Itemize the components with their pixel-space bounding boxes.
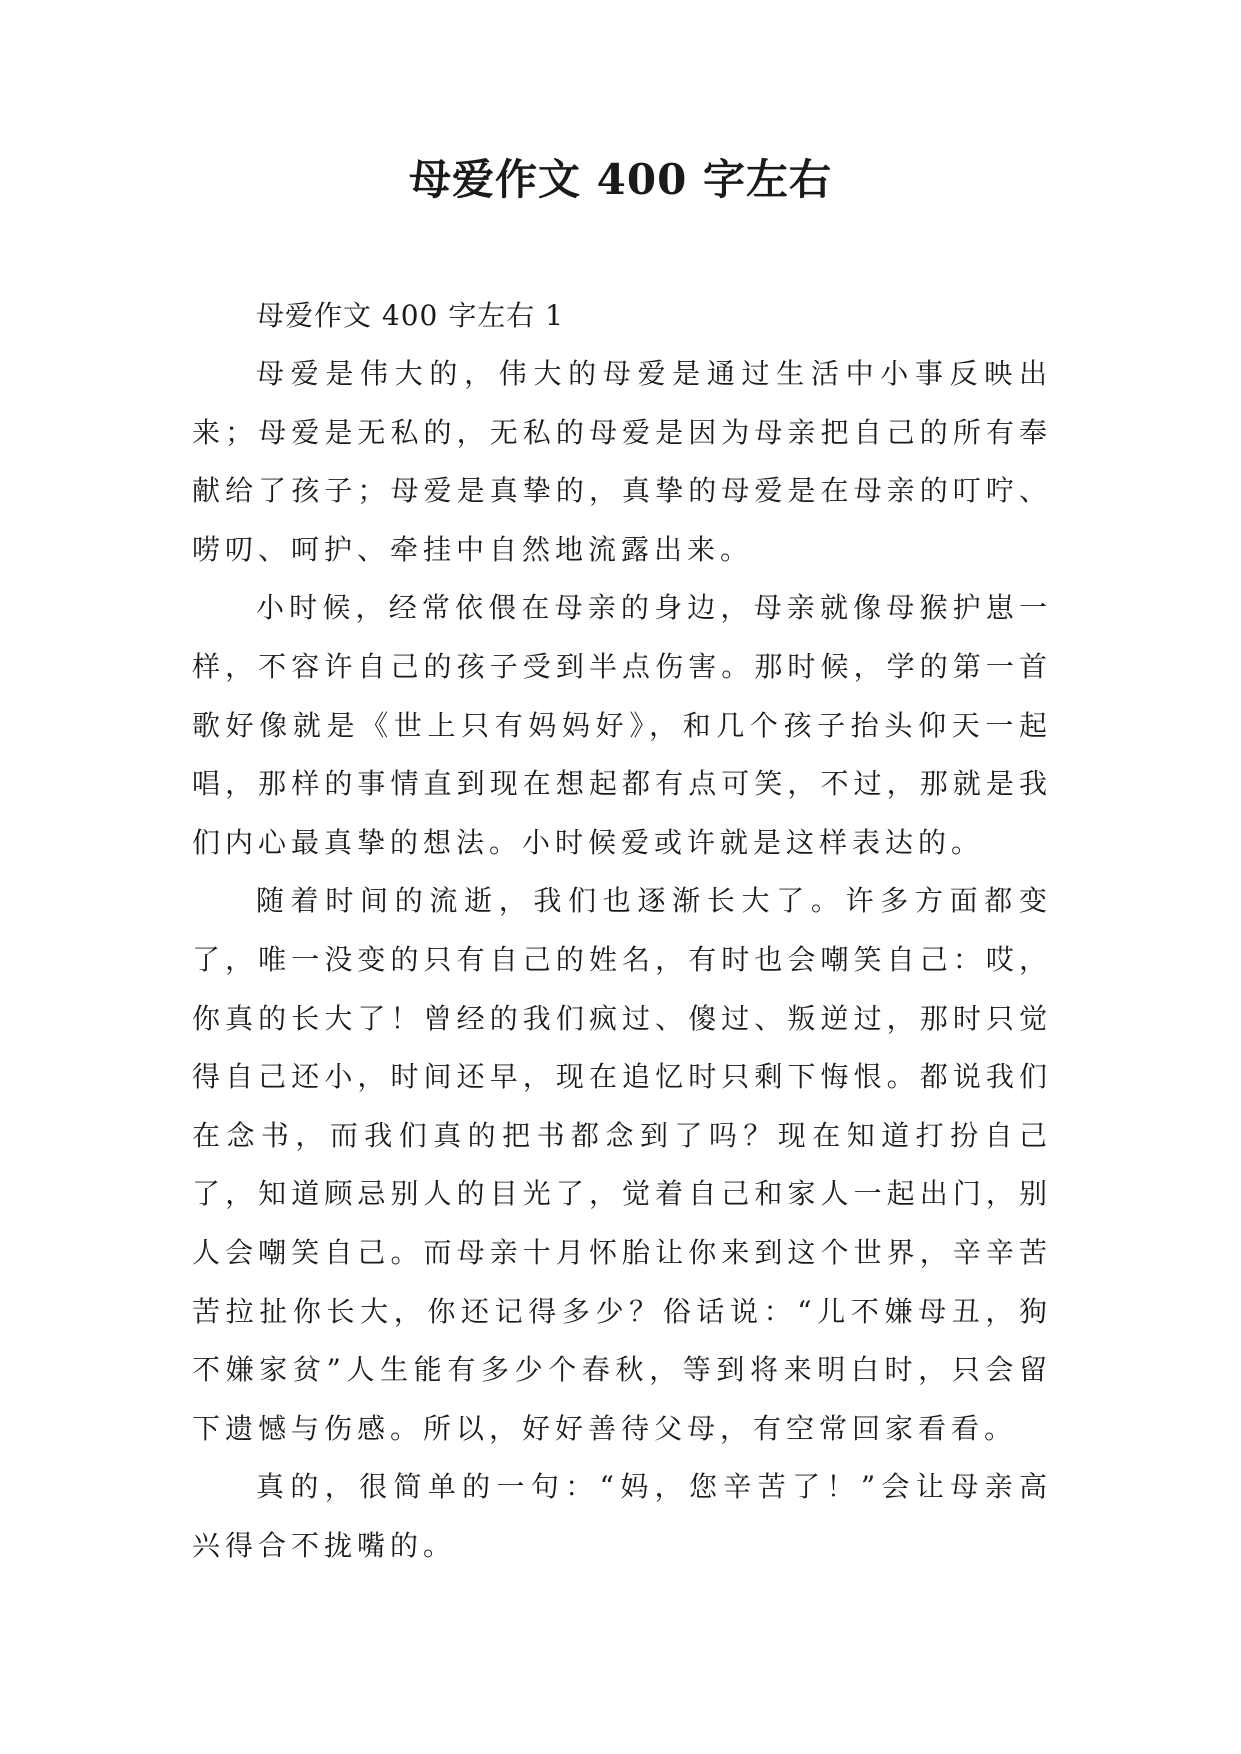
section-heading: 母爱作文 400 字左右 1	[256, 299, 564, 332]
paragraph-1: 母爱是伟大的，伟大的母爱是通过生活中小事反映出来；母爱是无私的，无私的母爱是因为母亲把自己的所有奉献给了孩子；母爱是真挚的，真挚的母爱是在母亲的叮咛、唠叨、呵护、牵挂中自然地流露出来。	[192, 357, 1052, 566]
paragraph-3: 随着时间的流逝，我们也逐渐长大了。许多方面都变了，唯一没变的只有自己的姓名，有时也会嘲笑自己：哎，你真的长大了！曾经的我们疯过、傻过、叛逆过，那时只觉得自己还小，时间还早，现在追忆时只剩下悔恨。都说我们在念书，而我们真的把书都念到了吗？现在知道打扮自己了，知道顾忌别人的目光了，觉着自己和家人一起出门，别人会嘲笑自己。而母亲十月怀胎让你来到这个世界，辛辛苦苦拉扯你长大，你还记得多少？俗话说：“儿不嫌母丑，狗不嫌家贫”人生能有多少个春秋，等到将来明白时，只会留下遗憾与伤感。所以，好好善待父母，有空常回家看看。	[192, 884, 1052, 1445]
paragraph-2: 小时候，经常依偎在母亲的身边，母亲就像母猴护崽一样，不容许自己的孩子受到半点伤害。那时候，学的第一首歌好像就是《世上只有妈妈好》，和几个孩子抬头仰天一起唱，那样的事情直到现在想起都有点可笑，不过，那就是我们内心最真挚的想法。小时候爱或许就是这样表达的。	[192, 591, 1052, 859]
paragraph-4: 真的，很简单的一句：“妈，您辛苦了！”会让母亲高兴得合不拢嘴的。	[192, 1470, 1052, 1562]
document-title: 母爱作文 400 字左右	[409, 155, 832, 204]
document-body	[192, 287, 1052, 1575]
